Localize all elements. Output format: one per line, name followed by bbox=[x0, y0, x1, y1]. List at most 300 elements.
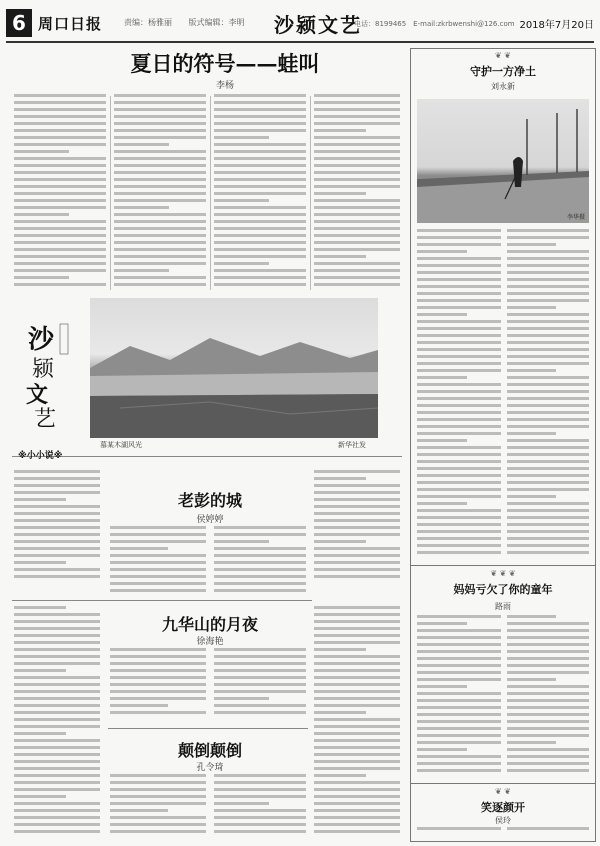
fiction-label: ※小小说※ bbox=[18, 451, 63, 461]
text-line bbox=[507, 243, 556, 246]
text-line bbox=[314, 505, 400, 508]
text-line bbox=[507, 827, 589, 830]
text-line bbox=[507, 748, 589, 751]
text-line bbox=[507, 671, 589, 674]
text-line bbox=[314, 213, 400, 216]
text-line bbox=[314, 533, 400, 536]
text-line bbox=[114, 143, 169, 146]
text-line bbox=[314, 547, 400, 550]
text-line bbox=[114, 220, 206, 223]
page-number: 6 bbox=[6, 9, 32, 37]
text-line bbox=[417, 292, 501, 295]
text-line bbox=[110, 648, 206, 651]
text-line bbox=[14, 739, 100, 742]
text-line bbox=[507, 439, 589, 442]
text-line bbox=[214, 568, 306, 571]
text-line bbox=[14, 655, 100, 658]
text-line bbox=[314, 234, 400, 237]
text-line bbox=[214, 697, 269, 700]
text-line bbox=[507, 664, 589, 667]
text-line bbox=[14, 136, 106, 139]
text-line bbox=[14, 526, 100, 529]
sidebar-box2-author: 路雨 bbox=[495, 602, 511, 611]
text-line bbox=[507, 769, 589, 772]
text-line bbox=[417, 827, 501, 830]
text-line bbox=[14, 171, 106, 174]
text-line bbox=[417, 671, 501, 674]
text-line bbox=[314, 725, 400, 728]
sweeper-photo bbox=[417, 99, 589, 223]
text-line bbox=[507, 523, 589, 526]
text-line bbox=[14, 164, 106, 167]
text-line bbox=[507, 551, 589, 554]
text-line bbox=[314, 512, 400, 515]
text-line bbox=[14, 795, 66, 798]
text-line bbox=[507, 720, 589, 723]
text-line bbox=[314, 248, 400, 251]
text-line bbox=[314, 276, 400, 279]
text-line bbox=[214, 533, 306, 536]
text-line bbox=[14, 690, 100, 693]
text-line bbox=[507, 390, 589, 393]
text-line bbox=[507, 453, 589, 456]
text-line bbox=[417, 446, 501, 449]
text-line bbox=[417, 769, 501, 772]
text-line bbox=[14, 157, 106, 160]
text-line bbox=[110, 697, 206, 700]
text-line bbox=[417, 362, 501, 365]
text-line bbox=[417, 341, 501, 344]
text-line bbox=[417, 509, 501, 512]
story2-author: 徐海艳 bbox=[196, 637, 224, 647]
text-line bbox=[507, 341, 589, 344]
text-line bbox=[214, 143, 306, 146]
editor-credits bbox=[124, 17, 259, 28]
text-line bbox=[507, 643, 589, 646]
text-line bbox=[507, 418, 589, 421]
text-line bbox=[507, 678, 556, 681]
text-line bbox=[14, 248, 106, 251]
text-line bbox=[14, 540, 100, 543]
text-line bbox=[507, 685, 589, 688]
text-line bbox=[314, 823, 400, 826]
text-line bbox=[214, 150, 306, 153]
text-line bbox=[314, 774, 366, 777]
text-line bbox=[314, 575, 400, 578]
section-rule bbox=[12, 600, 312, 601]
text-line bbox=[14, 634, 100, 637]
text-line bbox=[507, 488, 589, 491]
sidebar-box3-col2 bbox=[507, 827, 589, 839]
text-line bbox=[114, 178, 206, 181]
text-line bbox=[110, 582, 206, 585]
ornament: ❦ ❦ ❦ bbox=[490, 569, 516, 578]
text-line bbox=[14, 519, 100, 522]
text-line bbox=[314, 269, 400, 272]
main-article-col3 bbox=[214, 94, 306, 290]
text-line bbox=[417, 404, 501, 407]
svg-text:文: 文 bbox=[26, 382, 49, 408]
text-line bbox=[417, 748, 467, 751]
text-line bbox=[114, 108, 206, 111]
text-line bbox=[114, 283, 206, 286]
text-line bbox=[14, 753, 100, 756]
text-line bbox=[214, 115, 306, 118]
text-line bbox=[314, 227, 400, 230]
story1-col2 bbox=[110, 526, 206, 596]
sidebar-box2-col2 bbox=[507, 615, 589, 781]
text-line bbox=[214, 108, 306, 111]
sidebar-box2-col1 bbox=[417, 615, 501, 781]
text-line bbox=[314, 241, 400, 244]
text-line bbox=[14, 568, 100, 571]
text-line bbox=[14, 115, 106, 118]
text-line bbox=[314, 690, 400, 693]
text-line bbox=[314, 143, 400, 146]
text-line bbox=[14, 213, 69, 216]
text-line bbox=[214, 540, 269, 543]
text-line bbox=[314, 669, 400, 672]
text-line bbox=[417, 502, 467, 505]
story1-col1 bbox=[14, 470, 100, 584]
text-line bbox=[417, 762, 501, 765]
text-line bbox=[314, 606, 400, 609]
text-line bbox=[314, 568, 400, 571]
text-line bbox=[14, 767, 100, 770]
text-line bbox=[114, 136, 206, 139]
text-line bbox=[214, 781, 306, 784]
text-line bbox=[14, 823, 100, 826]
text-line bbox=[214, 575, 306, 578]
text-line bbox=[417, 516, 501, 519]
text-line bbox=[214, 220, 306, 223]
text-line bbox=[214, 122, 306, 125]
text-line bbox=[14, 662, 100, 665]
text-line bbox=[14, 192, 106, 195]
text-line bbox=[507, 495, 556, 498]
text-line bbox=[314, 283, 400, 286]
text-line bbox=[417, 271, 501, 274]
text-line bbox=[110, 823, 206, 826]
text-line bbox=[214, 241, 306, 244]
text-line bbox=[314, 185, 400, 188]
text-line bbox=[14, 269, 106, 272]
text-line bbox=[314, 760, 400, 763]
text-line bbox=[14, 561, 66, 564]
text-line bbox=[114, 192, 206, 195]
landscape-photo bbox=[90, 298, 378, 438]
text-line bbox=[14, 627, 100, 630]
text-line bbox=[14, 718, 100, 721]
text-line bbox=[110, 575, 206, 578]
text-line bbox=[507, 530, 589, 533]
text-line bbox=[314, 795, 400, 798]
text-line bbox=[507, 432, 556, 435]
text-line bbox=[14, 641, 100, 644]
text-line bbox=[314, 809, 400, 812]
text-line bbox=[110, 669, 206, 672]
text-line bbox=[110, 795, 206, 798]
text-line bbox=[110, 830, 206, 833]
text-line bbox=[417, 320, 501, 323]
text-line bbox=[114, 255, 206, 258]
text-line bbox=[507, 369, 556, 372]
text-line bbox=[14, 533, 100, 536]
text-line bbox=[314, 746, 400, 749]
text-line bbox=[507, 397, 589, 400]
text-line bbox=[314, 683, 400, 686]
sidebar-photo-credit: 李华摄 bbox=[566, 214, 585, 221]
text-line bbox=[214, 830, 306, 833]
text-line bbox=[314, 108, 400, 111]
text-line bbox=[314, 753, 400, 756]
text-line bbox=[507, 629, 589, 632]
text-line bbox=[214, 676, 306, 679]
text-line bbox=[214, 795, 306, 798]
text-line bbox=[14, 547, 100, 550]
text-line bbox=[14, 470, 100, 473]
text-line bbox=[14, 505, 100, 508]
story2-col3 bbox=[214, 648, 306, 722]
text-line bbox=[14, 746, 100, 749]
text-line bbox=[507, 278, 589, 281]
text-line bbox=[417, 390, 501, 393]
text-line bbox=[417, 755, 501, 758]
story2-title: 九华山的月夜 bbox=[161, 615, 258, 634]
text-line bbox=[214, 648, 306, 651]
text-line bbox=[507, 509, 589, 512]
text-line bbox=[14, 178, 106, 181]
text-line bbox=[507, 271, 589, 274]
text-line bbox=[507, 313, 589, 316]
text-line bbox=[507, 376, 589, 379]
text-line bbox=[14, 676, 100, 679]
text-line bbox=[314, 655, 400, 658]
text-line bbox=[114, 115, 206, 118]
text-line bbox=[314, 526, 400, 529]
text-line bbox=[507, 727, 589, 730]
text-line bbox=[14, 255, 106, 258]
text-line bbox=[417, 327, 501, 330]
sidebar-rule bbox=[411, 565, 595, 566]
text-line bbox=[14, 241, 106, 244]
text-line bbox=[214, 816, 306, 819]
text-line bbox=[417, 734, 501, 737]
text-line bbox=[214, 206, 306, 209]
text-line bbox=[14, 220, 106, 223]
text-line bbox=[114, 94, 206, 97]
text-line bbox=[14, 781, 100, 784]
text-line bbox=[214, 101, 306, 104]
text-line bbox=[417, 306, 501, 309]
text-line bbox=[214, 788, 306, 791]
text-line bbox=[314, 129, 366, 132]
text-line bbox=[507, 734, 589, 737]
text-line bbox=[14, 512, 100, 515]
text-line bbox=[314, 648, 366, 651]
text-line bbox=[507, 348, 589, 351]
text-line bbox=[114, 185, 206, 188]
text-line bbox=[417, 376, 467, 379]
sidebar-box3-col1 bbox=[417, 827, 501, 839]
text-line bbox=[14, 234, 106, 237]
text-line bbox=[314, 718, 400, 721]
text-line bbox=[417, 629, 501, 632]
photo-illustration bbox=[90, 298, 378, 438]
text-line bbox=[507, 404, 589, 407]
main-article-col4 bbox=[314, 94, 400, 290]
svg-text:沙: 沙 bbox=[28, 325, 55, 355]
text-line bbox=[507, 544, 589, 547]
text-line bbox=[314, 206, 400, 209]
editor-2: 版式编辑：李明 bbox=[188, 18, 245, 27]
text-line bbox=[417, 664, 501, 667]
text-line bbox=[507, 355, 589, 358]
text-line bbox=[110, 690, 206, 693]
text-line bbox=[214, 669, 306, 672]
issue-date: 2018年7月20日 bbox=[519, 20, 594, 31]
text-line bbox=[314, 101, 400, 104]
text-line bbox=[14, 185, 106, 188]
text-line bbox=[114, 129, 206, 132]
text-line bbox=[214, 213, 306, 216]
editor-1: 责编：杨雅丽 bbox=[124, 18, 172, 27]
text-line bbox=[417, 418, 501, 421]
text-line bbox=[14, 94, 106, 97]
section-title: 沙颍文艺 bbox=[274, 13, 362, 37]
text-line bbox=[110, 561, 206, 564]
text-line bbox=[214, 711, 306, 714]
sidebar-box1-title: 守护一方净土 bbox=[470, 65, 536, 78]
text-line bbox=[110, 809, 168, 812]
text-line bbox=[314, 634, 400, 637]
story2-col2 bbox=[110, 648, 206, 722]
text-line bbox=[214, 589, 306, 592]
text-line bbox=[214, 704, 306, 707]
text-line bbox=[507, 264, 589, 267]
text-line bbox=[417, 530, 501, 533]
text-line bbox=[314, 767, 400, 770]
text-line bbox=[417, 544, 501, 547]
text-line bbox=[214, 809, 306, 812]
text-line bbox=[214, 276, 306, 279]
text-line bbox=[114, 101, 206, 104]
text-line bbox=[14, 283, 106, 286]
text-line bbox=[507, 250, 589, 253]
text-line bbox=[214, 690, 306, 693]
text-line bbox=[507, 467, 589, 470]
text-line bbox=[114, 234, 206, 237]
text-line bbox=[114, 171, 206, 174]
text-line bbox=[417, 706, 501, 709]
text-line bbox=[507, 762, 589, 765]
main-article-title: 夏日的符号——蛙叫 bbox=[130, 51, 320, 76]
ornament: ❦ ❦ bbox=[495, 787, 511, 796]
text-line bbox=[14, 732, 66, 735]
text-line bbox=[114, 150, 206, 153]
text-line bbox=[507, 446, 589, 449]
text-line bbox=[507, 692, 589, 695]
paper-name: 周口日报 bbox=[38, 15, 103, 33]
text-line bbox=[314, 164, 400, 167]
text-line bbox=[214, 248, 306, 251]
text-line bbox=[214, 192, 306, 195]
text-line bbox=[507, 615, 556, 618]
text-line bbox=[417, 650, 501, 653]
text-line bbox=[14, 262, 106, 265]
text-line bbox=[417, 488, 501, 491]
text-line bbox=[110, 788, 206, 791]
text-line bbox=[417, 692, 501, 695]
text-line bbox=[314, 470, 400, 473]
text-line bbox=[110, 662, 206, 665]
text-line bbox=[507, 460, 589, 463]
text-line bbox=[314, 662, 400, 665]
text-line bbox=[417, 537, 501, 540]
text-line bbox=[14, 477, 100, 480]
text-line bbox=[314, 554, 400, 557]
text-line bbox=[314, 192, 366, 195]
text-line bbox=[14, 129, 106, 132]
text-line bbox=[507, 650, 589, 653]
text-line bbox=[110, 774, 206, 777]
story1-col3 bbox=[214, 526, 306, 596]
text-line bbox=[214, 178, 306, 181]
column-divider bbox=[110, 96, 111, 290]
text-line bbox=[314, 122, 400, 125]
text-line bbox=[214, 185, 306, 188]
calligraphy-artwork bbox=[22, 318, 70, 428]
text-line bbox=[507, 474, 589, 477]
text-line bbox=[214, 171, 306, 174]
sidebar-box3-title: 笑逐颜开 bbox=[481, 801, 525, 814]
story2-col1 bbox=[14, 606, 100, 838]
text-line bbox=[314, 519, 400, 522]
main-article-author: 李杨 bbox=[215, 81, 234, 91]
text-line bbox=[417, 713, 501, 716]
text-line bbox=[314, 540, 366, 543]
text-line bbox=[507, 236, 589, 239]
text-line bbox=[14, 669, 66, 672]
text-line bbox=[417, 299, 501, 302]
text-line bbox=[417, 334, 501, 337]
text-line bbox=[14, 620, 100, 623]
text-line bbox=[417, 285, 501, 288]
text-line bbox=[114, 269, 169, 272]
text-line bbox=[314, 262, 400, 265]
text-line bbox=[110, 547, 168, 550]
text-line bbox=[214, 199, 269, 202]
text-line bbox=[507, 622, 589, 625]
sidebar bbox=[410, 48, 596, 842]
sidebar-box3-author: 侯玲 bbox=[495, 816, 511, 825]
text-line bbox=[214, 262, 269, 265]
contact-info: 电话：8199465 E-mail:zkrbwenshi@126.com bbox=[354, 20, 515, 28]
text-line bbox=[14, 101, 106, 104]
text-line bbox=[417, 313, 467, 316]
text-line bbox=[314, 739, 400, 742]
text-line bbox=[417, 741, 501, 744]
text-line bbox=[14, 725, 100, 728]
text-line bbox=[314, 816, 400, 819]
text-line bbox=[417, 236, 501, 239]
text-line bbox=[110, 526, 206, 529]
text-line bbox=[314, 561, 400, 564]
text-line bbox=[314, 178, 400, 181]
text-line bbox=[14, 613, 100, 616]
text-line bbox=[214, 554, 306, 557]
text-line bbox=[507, 425, 589, 428]
